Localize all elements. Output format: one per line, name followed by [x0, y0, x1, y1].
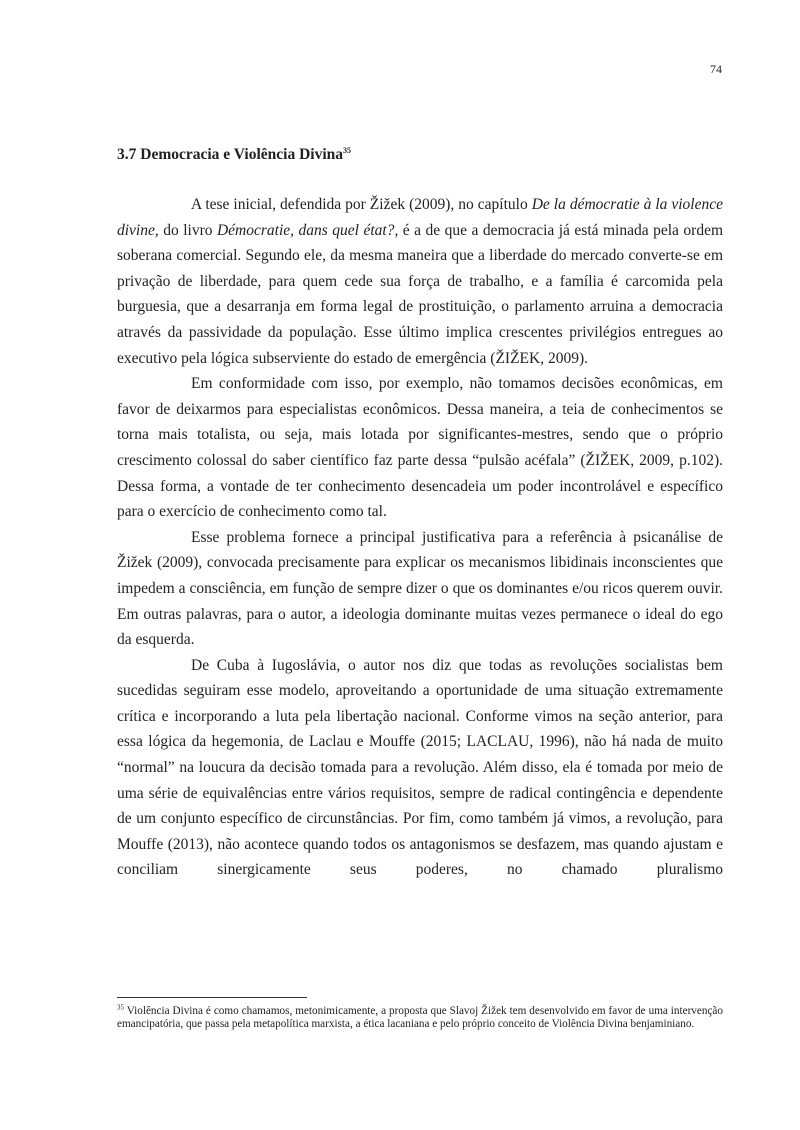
footnote [117, 1005, 723, 1032]
paragraph: Esse problema fornece a principal justificativa para a referência à psicanálise de Žižek (2009), convocada precisamente para explicar os mecanismos libidinais inconscientes que impedem a consciência, em função de sempre dizer o que os dominantes e/ou ricos querem ouvir. Em outras palavras, para o autor, a ideologia dominante muitas vezes permanece o ideal do ego da esquerda. [117, 528, 723, 649]
paragraph [117, 192, 723, 371]
paragraph: Em conformidade com isso, por exemplo, não tomamos decisões econômicas, em favor de deixarmos para especialistas econômicos. Dessa maneira, a teia de conhecimentos se torna mais totalista, ou seja, mais lotada por significantes-mestres, sendo que o próprio crescimento colossal do saber científico faz parte dessa “pulsão acéfala” (ŽIŽEK, 2009, p.102). Dessa forma, a vontade de ter conhecimento desencadeia um poder incontrolável e específico para o exercício de conhecimento como tal. [117, 375, 723, 521]
paragraph-text: , do livro [154, 221, 217, 239]
section-heading [117, 146, 351, 164]
footnote-reference[interactable]: 35 [343, 145, 351, 155]
book-title: Démocratie, dans quel état? [216, 221, 395, 239]
page-number: 74 [710, 62, 722, 76]
section-title: 3.7 Democracia e Violência Divina [117, 146, 343, 163]
footnote-marker: 35 [117, 1003, 124, 1012]
footnote-divider [117, 997, 307, 998]
paragraph-text: A tese inicial, defendida por Žižek (2009), no capítulo [191, 196, 532, 213]
body-text [117, 192, 723, 883]
paragraph-text: , é a de que a democracia já está minada pela ordem soberana comercial. Segundo ele, da mesma maneira que a liberdade do mercado converte-se em privação de liberdade, para quem cede sua força de trabalho, e a família é carcomida pela burguesia, que a desarranja em forma legal de prostituição, o parlamento arruina a democracia através da passividade da população. Esse último implica crescentes privilégios entregues ao executivo pela lógica subserviente do estado de emergência (ŽIŽEK, 2009). [117, 221, 724, 367]
footnote-text: Violência Divina é como chamamos, metonimicamente, a proposta que Slavoj Žižek tem desenvolvido em favor de uma intervenção emancipatória, que passa pela metapolítica marxista, a ética lacaniana e pelo próprio conceito de Violência Divina benjaminiano. [117, 1005, 723, 1031]
paragraph: De Cuba à Iugoslávia, o autor nos diz que todas as revoluções socialistas bem sucedidas seguiram esse modelo, aproveitando a oportunidade de uma situação extremamente crítica e incorporando a luta pela libertação nacional. Conforme vimos na seção anterior, para essa lógica da hegemonia, de Laclau e Mouffe (2015; LACLAU, 1996), não há nada de muito “normal” na loucura da decisão tomada para a revolução. Além disso, ela é tomada por meio de uma série de equivalências entre vários requisitos, sempre de radical contingência e dependente de um conjunto específico de circunstâncias. Por fim, como também já vimos, a revolução, para Mouffe (2013), não acontece quando todos os antagonismos se desfazem, mas quando ajustam e conciliam sinergicamente seus poderes, no chamado pluralismo [117, 656, 723, 879]
chapter-title: De la démocratie à la violence divine [117, 196, 724, 239]
